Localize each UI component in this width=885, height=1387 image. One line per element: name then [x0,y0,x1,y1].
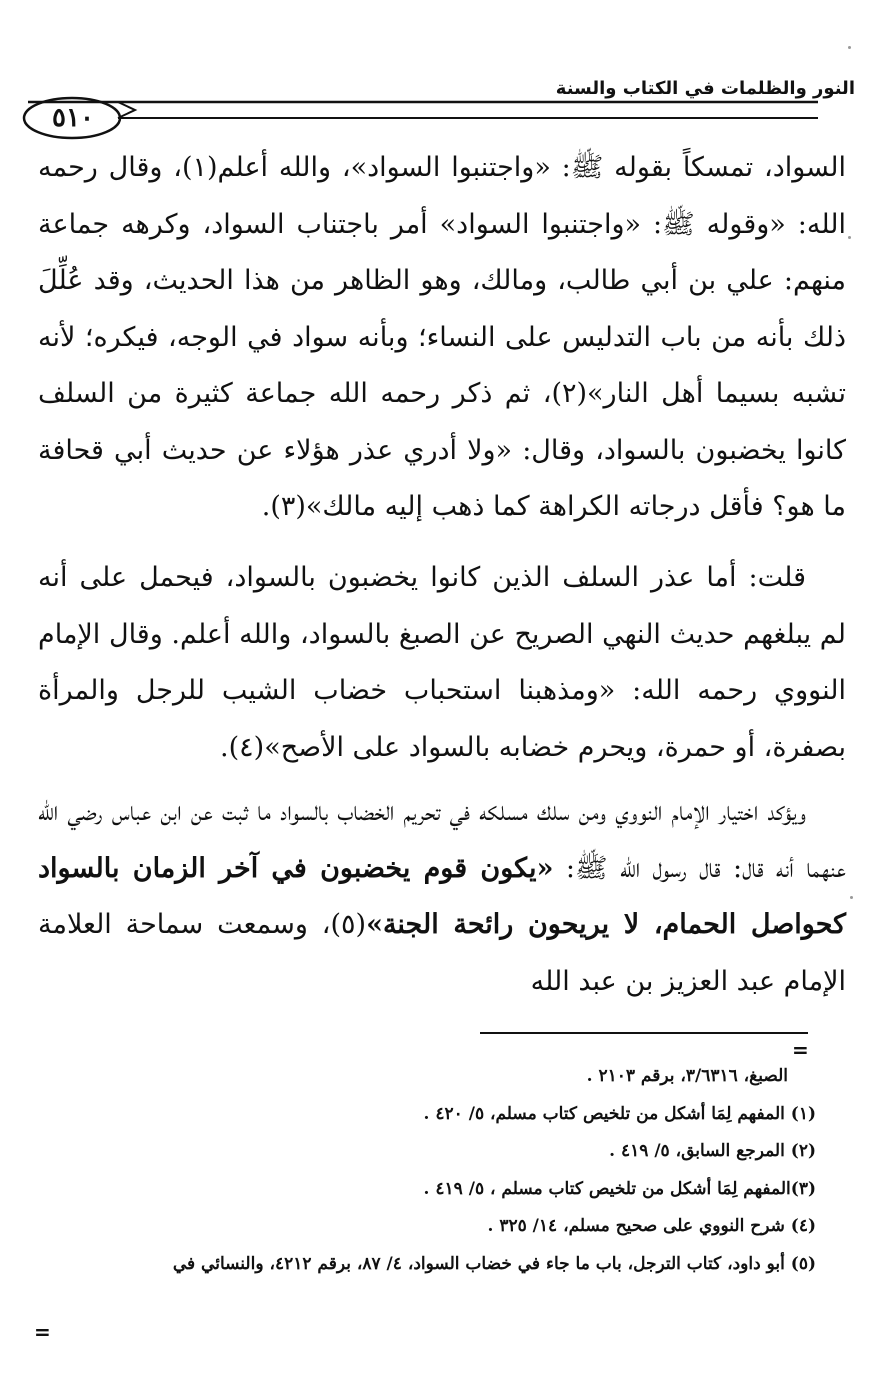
continuation-mark-top: = [792,1038,809,1062]
paragraph-3-outro: (٥)، وسمعت سماحة العلامة الإمام عبد العزيز بن عبد الله [38,909,846,997]
continuation-mark-bottom: = [34,1320,51,1344]
footnote-5: (٥) أبو داود، كتاب الترجل، باب ما جاء في خضاب السواد، ٤/ ٨٧، برقم ٤٢١٢، والنسائي في [172,1253,816,1274]
footnote-3: (٣)المفهم لِمَا أشكل من تلخيص كتاب مسلم ، ٥/ ٤١٩ . [423,1178,816,1199]
paragraph-1-text: السواد، تمسكاً بقوله ﷺ: «واجتنبوا السواد»، والله أعلم(١)، وقال رحمه الله: «وقوله ﷺ: «واجتنبوا السواد» أمر باجتناب السواد، وكرهه جماعة منهم: علي بن أبي طالب، ومالك، وهو الظاهر من هذا الحديث، وقد عُلِّلَ ذلك بأنه من باب التدليس على النساء؛ وبأنه سواد في الوجه، فيكره؛ لأنه تشبه بسيما أهل النار»(٢)، ثم ذكر رحمه الله جماعة كثيرة من السلف كانوا يخضبون بالسواد، وقال: «ولا أدري عذر هؤلاء عن حديث أبي قحافة ما هو؟ فأقل درجاته الكراهة كما ذهب إليه مالك»(٣). [38,152,846,522]
running-title: النور والظلمات في الكتاب والسنة [555,78,855,99]
footnote-continuation: الصبغ، ٣/٦٣١٦، برقم ٢١٠٣ . [586,1066,788,1086]
footnote-2: (٢) المرجع السابق، ٥/ ٤١٩ . [609,1141,816,1161]
paragraph-1 [38,140,846,536]
paragraph-3-intro: ويؤكد اختيار الإمام النووي ومن سلك مسلكه في تحريم الخضاب بالسواد ما ثبت عن ابن عباس رضي الله عنهما أنه قال: قال رسول الله ﷺ: [38,796,846,884]
scan-speck [848,46,851,49]
footnote-1: (١) المفهم لِمَا أشكل من تلخيص كتاب مسلم، ٥/ ٤٢٠ . [423,1103,816,1124]
paragraph-3-text [38,784,846,1010]
hadith-quote: «يكون قوم يخضبون في آخر الزمان بالسواد كحواصل الحمام، لا يريحون رائحة الجنة» [38,852,846,940]
footnote-separator [480,1032,808,1034]
scan-speck [850,896,853,899]
footnote-4: (٤) شرح النووي على صحيح مسلم، ١٤/ ٣٢٥ . [487,1216,816,1236]
paragraph-2-content: قلت: أما عذر السلف الذين كانوا يخضبون بالسواد، فيحمل على أنه لم يبلغهم حديث النهي الصريح عن الصبغ بالسواد، والله أعلم. وقال الإمام النووي رحمه الله: «ومذهبنا استحباب خضاب الشيب للرجل والمرأة بصفرة، أو حمرة، ويحرم خضابه بالسواد على الأصح»(٤). [38,562,846,763]
page-number: ٥١٠ [52,103,94,133]
paragraph-2 [38,550,846,776]
footnotes [30,1058,816,1283]
paragraph-3 [38,784,846,1010]
scan-speck [848,236,851,239]
header-rule [0,0,885,140]
paragraph-2-text [38,550,846,776]
